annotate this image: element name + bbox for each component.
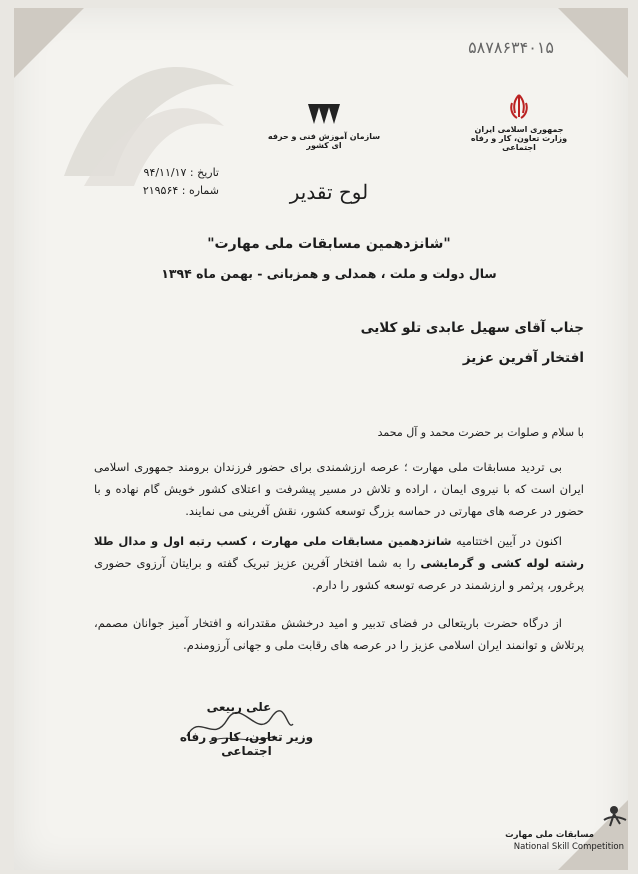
number-value: ۲۱۹۵۶۴: [142, 184, 179, 197]
serial-number: ۵۸۷۸۶۳۴۰۱۵: [468, 38, 554, 57]
photo-corner-top-right: [558, 8, 628, 78]
competition-title: "شانزدهمین مسابقات ملی مهارت": [207, 236, 451, 252]
paragraph-1: بی تردید مسابقات ملی مهارت ؛ عرصه ارزشمندی برای حضور فرزندان برومند جمهوری اسلامی ایران است که با نیروی ایمان ، اراده و تلاش در مسیر پیشرفت و اعتلای کشور خویش گام نهاده و با حضور در عرصه های مهارتی در حماسه بزرگ توسعه کشور، نقش آفرینی می نمایند.: [94, 460, 584, 518]
signatory-name: علی ربیعی: [206, 700, 272, 714]
date-label: تاریخ :: [189, 166, 219, 179]
paragraph-2-start: اکنون در آیین اختتامیه: [456, 534, 562, 548]
footer-logo: [484, 808, 624, 852]
date-value: ۹۴/۱۱/۱۷: [143, 166, 187, 179]
paragraph-2: [94, 530, 584, 596]
footer-en: National Skill Competition: [513, 842, 624, 852]
certificate-paper: [14, 8, 628, 870]
date-row: [109, 166, 219, 179]
tvto-logo: [264, 100, 384, 150]
tvto-logo-icon: [304, 100, 344, 128]
footer-fa: مسابقات ملی مهارت: [505, 830, 594, 840]
recipient-epithet: افتخار آفرین عزیز: [462, 350, 584, 366]
ministry-line1: جمهوری اسلامی ایران: [474, 125, 564, 134]
ministry-logo: [469, 93, 569, 152]
skill-competition-logo-icon: [596, 802, 632, 834]
salutation: با سلام و صلوات بر حضرت محمد و آل محمد: [377, 426, 584, 439]
paragraph-2-highlight: شانزدهمین مسابقات ملی مهارت ، کسب رتبه اول و مدال طلا رشته لوله کشی و گرمایشی: [94, 534, 584, 570]
paragraph-3: از درگاه حضرت باریتعالی در فضای تدبیر و امید درخشش مقتدرانه و افتخار آمیز جوانان مصمم، پرتلاش و توانمند ایران اسلامی عزیز را در عرصه های رقابت ملی و جهانی آرزومندم.: [94, 616, 584, 652]
signatory-title: وزیر تعاون، کار و رفاه اجتماعی: [179, 730, 314, 758]
paragraph-2-end: را به شما افتخار آفرین عزیز تبریک گفته و برایتان آرزوی حضوری پرغرور، پرثمر و ارزشمند در عرصه توسعه کشور را دارم.: [94, 556, 584, 592]
page-title: لوح تقدیر: [289, 180, 369, 204]
recipient-name: جناب آقای سهیل عابدی تلو کلایی: [360, 320, 584, 336]
number-label: شماره :: [181, 184, 219, 197]
year-motto: سال دولت و ملت ، همدلی و همزبانی - بهمن ماه ۱۳۹۴: [161, 266, 497, 281]
ministry-line2: وزارت تعاون، کار و رفاه اجتماعی: [470, 134, 568, 152]
tvto-caption: سازمان آموزش فنی و حرفه ای کشور: [267, 132, 381, 150]
iran-emblem-icon: [507, 93, 531, 121]
number-row: [109, 184, 219, 197]
